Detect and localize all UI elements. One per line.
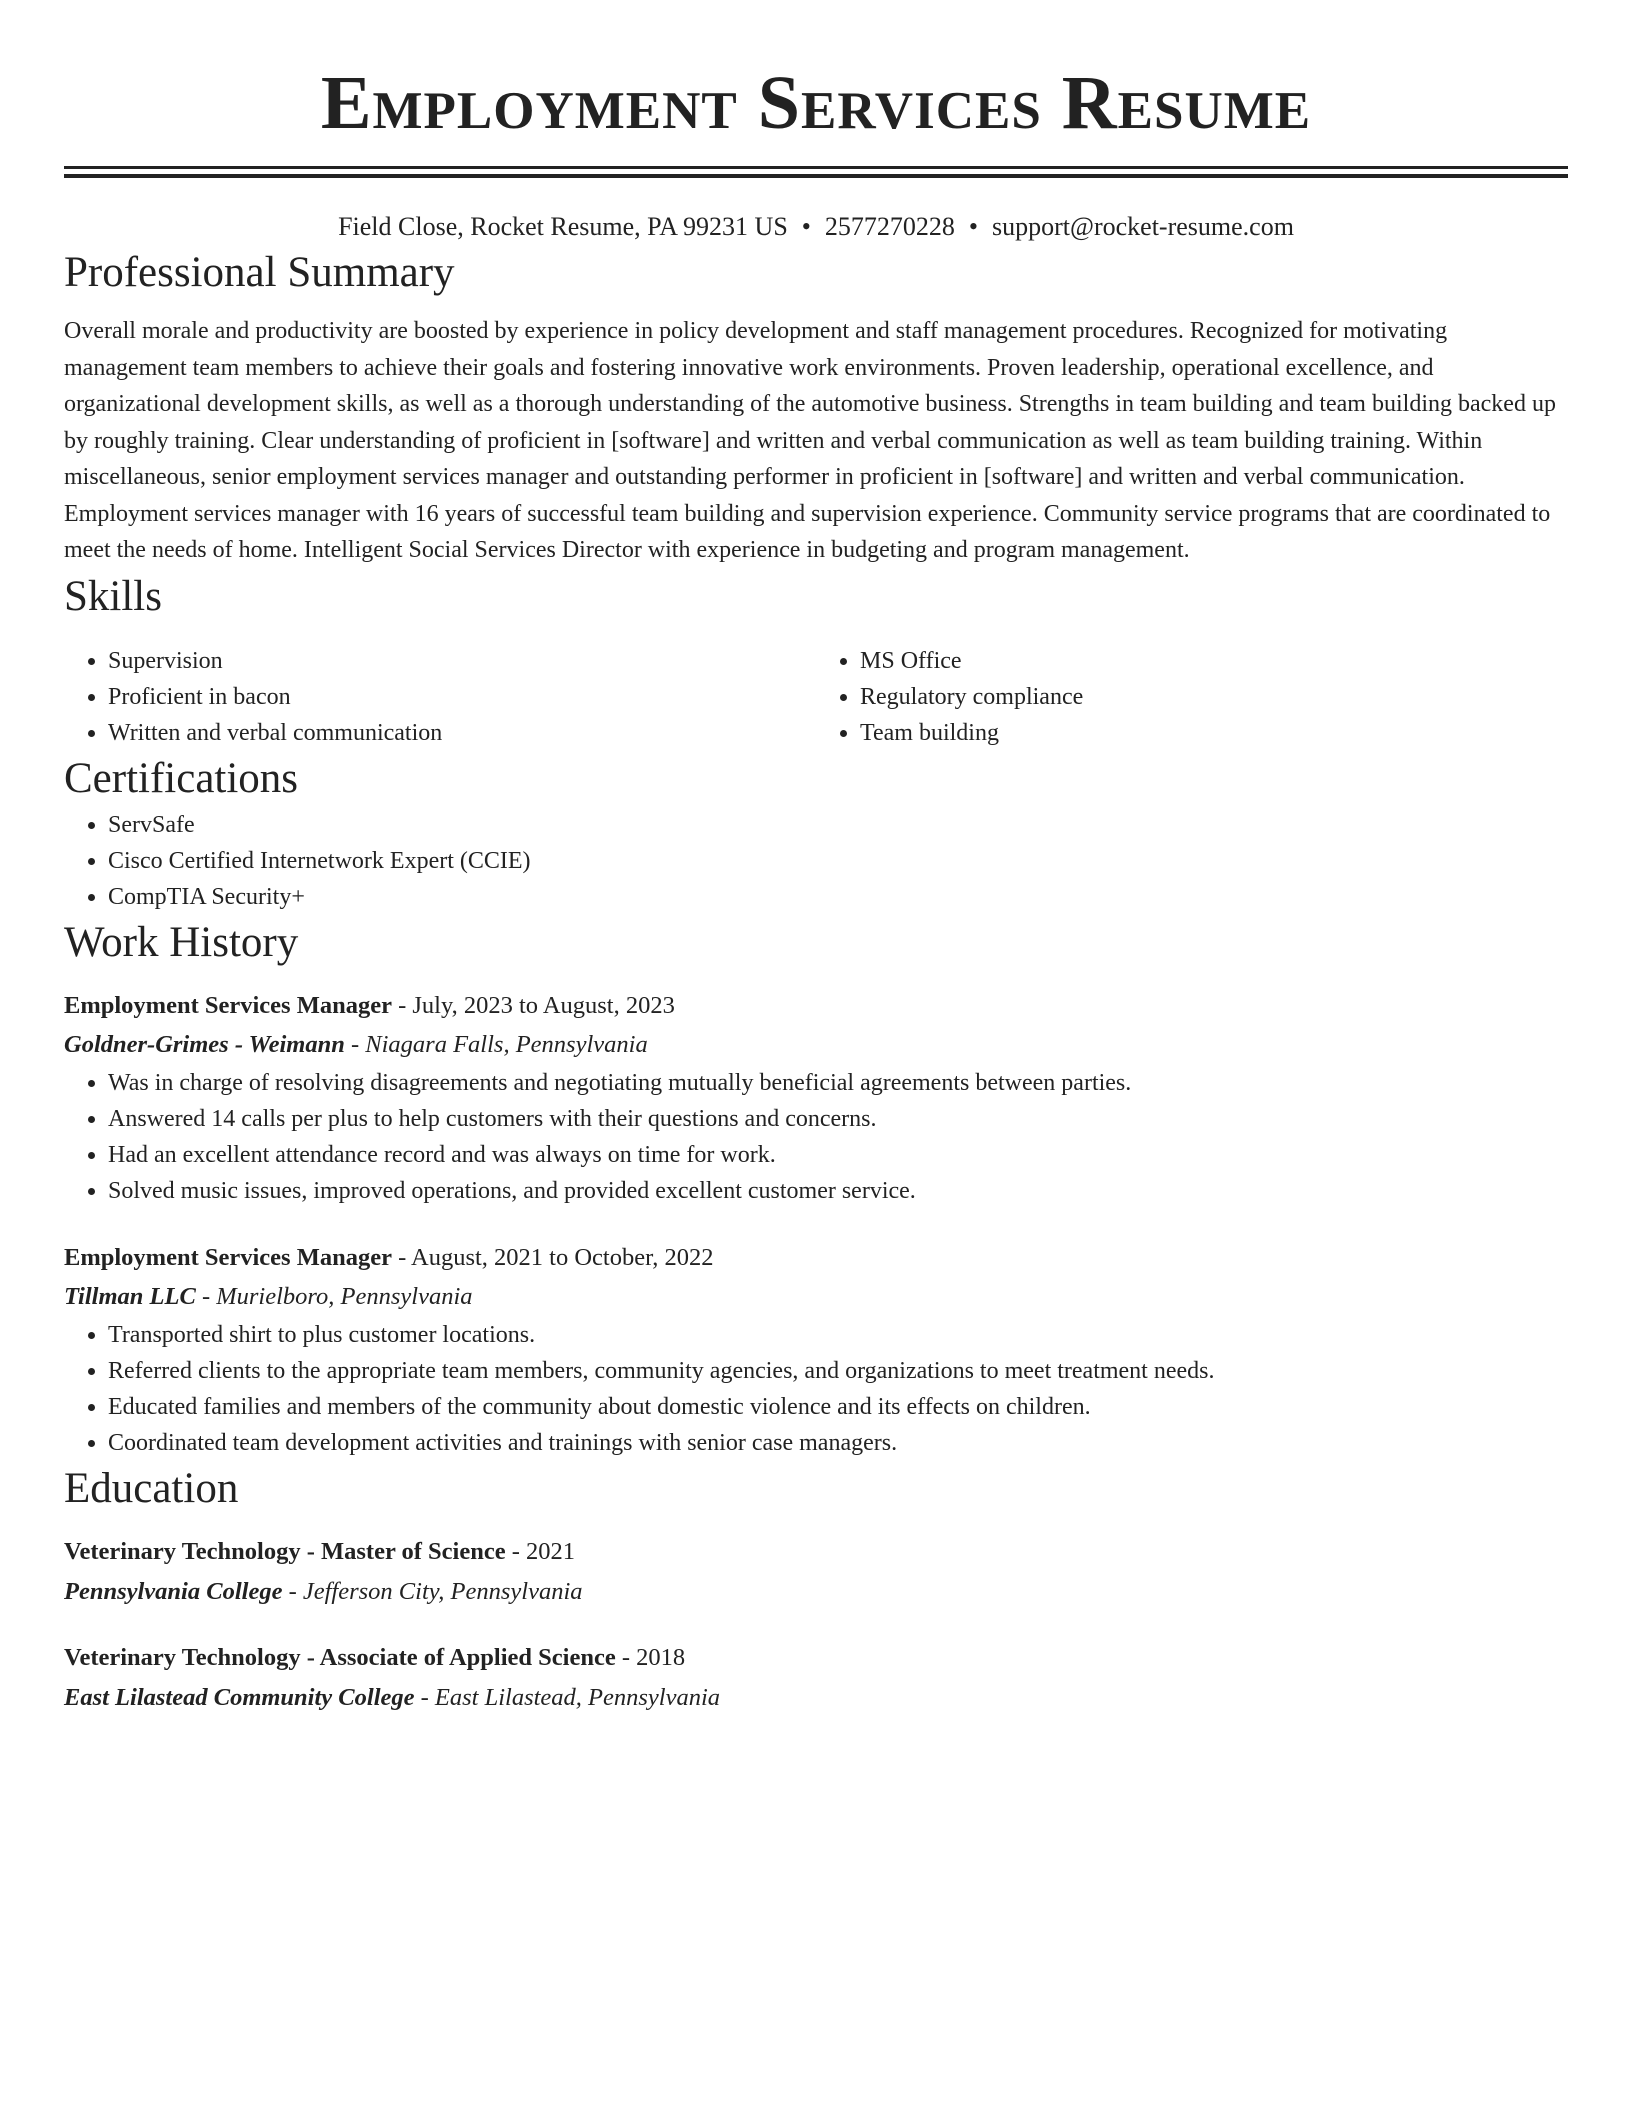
skill-item: • Team building <box>860 715 1568 751</box>
job-duty: • Transported shirt to plus customer locations. <box>108 1317 1568 1353</box>
title-divider <box>64 166 1568 178</box>
job-duty: • Solved music issues, improved operations, and provided excellent customer service. <box>108 1173 1568 1209</box>
graduation-year: - 2018 <box>615 1643 686 1671</box>
summary-text: Overall morale and productivity are boosted by experience in policy development and staff management procedures. Recognized for motivating management team members to achieve their goals and fostering innovative work environments. Proven leadership, operational excellence, and organizational development skills, as well as a thorough understanding of the automotive business. Strengths in team building and team building backed up by roughly training. Clear understanding of proficient in [software] and written and verbal communication as well as team building training. Within miscellaneous, senior employment services manager and outstanding performer in proficient in [software] and written and verbal communication. Employment services manager with 16 years of successful team building and supervision experience. Community service programs that are coordinated to meet the needs of home. Intelligent Social Services Director with experience in budgeting and program management. <box>64 318 1556 563</box>
summary-heading: Professional Summary <box>64 249 455 296</box>
job-employer-line <box>64 1025 1568 1065</box>
education-entry <box>64 1533 1568 1613</box>
contact-separator: • <box>801 212 811 241</box>
job-title-line <box>64 987 1568 1025</box>
school-name: East Lilastead Community College <box>64 1683 415 1711</box>
job-company: Tillman LLC <box>64 1282 196 1310</box>
degree-line <box>64 1533 1568 1571</box>
graduation-year: - 2021 <box>505 1537 576 1565</box>
skill-item: • Regulatory compliance <box>860 679 1568 715</box>
job-duties-list <box>64 1065 1568 1209</box>
degree: Veterinary Technology - Associate of Applied Science <box>64 1643 616 1671</box>
job-duty: • Answered 14 calls per plus to help customers with their questions and concerns. <box>108 1101 1568 1137</box>
skill-item: • Supervision <box>108 643 816 679</box>
school-line <box>64 1571 1568 1613</box>
job-title-line <box>64 1239 1568 1277</box>
job-entry <box>64 987 1568 1209</box>
certification-item: • Cisco Certified Internetwork Expert (CCIE) <box>108 843 1568 879</box>
job-dates: - July, 2023 to August, 2023 <box>391 991 675 1019</box>
job-location: - Niagara Falls, Pennsylvania <box>344 1030 648 1058</box>
work-history-heading: Work History <box>64 918 299 966</box>
job-duty: • Coordinated team development activities and trainings with senior case managers. <box>108 1425 1568 1461</box>
certifications-list <box>64 807 1568 915</box>
job-entry <box>64 1239 1568 1461</box>
job-title: Employment Services Manager <box>64 1243 392 1271</box>
contact-phone: 2577270228 <box>824 212 955 241</box>
skills-columns <box>64 643 1568 751</box>
education-entry <box>64 1639 1568 1719</box>
job-company: Goldner-Grimes - Weimann <box>64 1030 345 1058</box>
contact-separator: • <box>968 212 979 241</box>
skills-list-left <box>64 643 816 751</box>
certification-item: • ServSafe <box>108 807 1568 843</box>
certification-item: • CompTIA Security+ <box>108 879 1568 915</box>
job-duty: • Had an excellent attendance record and was always on time for work. <box>108 1137 1568 1173</box>
degree-line <box>64 1639 1568 1677</box>
contact-line <box>64 209 1568 245</box>
job-location: - Murielboro, Pennsylvania <box>195 1282 473 1310</box>
education-heading: Education <box>64 1464 239 1512</box>
job-duty: • Referred clients to the appropriate team members, community agencies, and organizations to meet treatment needs. <box>108 1353 1568 1389</box>
degree: Veterinary Technology - Master of Science <box>64 1537 506 1565</box>
job-duties-list <box>64 1317 1568 1461</box>
job-dates: - August, 2021 to October, 2022 <box>391 1243 714 1271</box>
school-location: - East Lilastead, Pennsylvania <box>414 1683 721 1711</box>
skills-heading: Skills <box>64 572 162 620</box>
skills-list-right <box>816 643 1568 751</box>
contact-address: Field Close, Rocket Resume, PA 99231 US <box>338 212 788 241</box>
job-employer-line <box>64 1277 1568 1317</box>
school-location: - Jefferson City, Pennsylvania <box>282 1577 583 1605</box>
resume-title: Employment Services Resume <box>320 61 1312 145</box>
job-duty: • Educated families and members of the community about domestic violence and its effects on children. <box>108 1389 1568 1425</box>
job-title: Employment Services Manager <box>64 991 392 1019</box>
job-duty: • Was in charge of resolving disagreements and negotiating mutually beneficial agreements between parties. <box>108 1065 1568 1101</box>
skill-item: • Written and verbal communication <box>108 715 816 751</box>
skill-item: • Proficient in bacon <box>108 679 816 715</box>
contact-email: support@rocket-resume.com <box>992 212 1294 241</box>
school-line <box>64 1677 1568 1719</box>
school-name: Pennsylvania College <box>64 1577 283 1605</box>
certifications-heading: Certifications <box>64 754 299 802</box>
skill-item: • MS Office <box>860 643 1568 679</box>
